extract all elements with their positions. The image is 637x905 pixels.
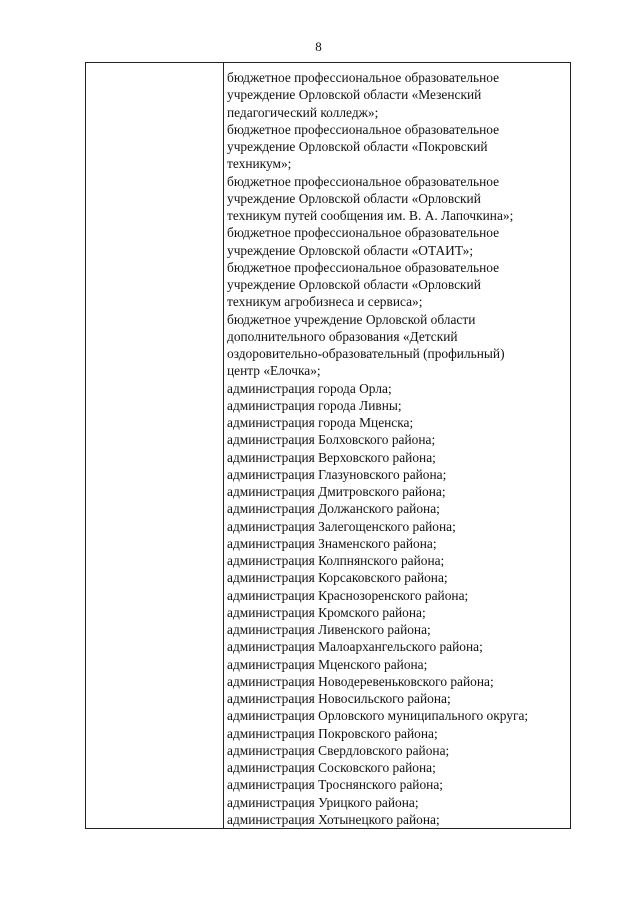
text-line: администрация Должанского района; <box>227 501 440 517</box>
text-line: администрация Верховского района; <box>227 449 436 465</box>
text-line: бюджетное профессиональное образовательное <box>227 70 500 85</box>
text-line: администрация Знаменского района; <box>227 535 437 551</box>
text-line: администрация Глазуновского района; <box>227 466 447 482</box>
text-line: учреждение Орловской области «Покровский <box>227 139 488 154</box>
text-line: оздоровительно-образовательный (профильный) <box>227 346 505 361</box>
text-line: бюджетное учреждение Орловской области <box>227 311 476 327</box>
text-line: администрация Троснянского района; <box>227 777 443 793</box>
text-line: администрация города Орла; <box>227 380 392 396</box>
text-line: техникум путей сообщения им. В. А. Лапочкина»; <box>227 208 514 223</box>
text-line: бюджетное профессиональное образовательное <box>227 225 500 241</box>
text-line: учреждение Орловской области «ОТАИТ»; <box>227 242 474 258</box>
text-line: бюджетное профессиональное образовательное <box>227 121 500 137</box>
page-number: 8 <box>315 39 322 54</box>
text-line: администрация Колпнянского района; <box>227 553 445 568</box>
text-line: учреждение Орловской области «Орловский <box>227 190 481 206</box>
text-line: администрация Новодеревеньковского района; <box>227 673 494 689</box>
text-line: администрация Кромского района; <box>227 604 426 620</box>
text-line: администрация Краснозоренского района; <box>227 587 469 603</box>
text-line: учреждение Орловской области «Мезенский <box>227 87 482 103</box>
text-line: дополнительного образования «Детский <box>227 328 458 344</box>
text-line: администрация Дмитровского района; <box>227 484 446 499</box>
text-line: администрация Залегощенского района; <box>227 518 456 534</box>
text-line: бюджетное профессиональное образовательное <box>227 259 500 275</box>
column-divider <box>223 63 224 828</box>
text-line: администрация Малоархангельского района; <box>227 639 483 655</box>
text-line: администрация города Ливны; <box>227 397 402 413</box>
text-line: администрация Ливенского района; <box>227 622 431 637</box>
text-line: администрация Урицкого района; <box>227 794 419 810</box>
text-line: администрация Болховского района; <box>227 432 436 448</box>
text-line: техникум агробизнеса и сервиса»; <box>227 294 423 310</box>
text-line: администрация Мценского района; <box>227 656 428 672</box>
table-right-cell <box>227 69 567 828</box>
text-line: центр «Елочка»; <box>227 363 321 379</box>
text-line: администрация города Мценска; <box>227 415 414 430</box>
text-line: учреждение Орловской области «Орловский <box>227 277 481 292</box>
text-line: администрация Хотынецкого района; <box>227 811 440 827</box>
table-left-cell <box>86 63 223 828</box>
text-line: бюджетное профессиональное образовательное <box>227 173 500 189</box>
text-line: администрация Новосильского района; <box>227 691 451 706</box>
text-line: администрация Покровского района; <box>227 725 438 741</box>
text-line: администрация Орловского муниципального округа; <box>227 708 529 724</box>
text-line: администрация Сосковского района; <box>227 760 436 775</box>
text-line: администрация Корсаковского района; <box>227 570 448 586</box>
text-line: администрация Свердловского района; <box>227 742 450 758</box>
document-table <box>85 62 571 829</box>
text-line: техникум»; <box>227 156 292 172</box>
text-line: педагогический колледж»; <box>227 104 379 120</box>
